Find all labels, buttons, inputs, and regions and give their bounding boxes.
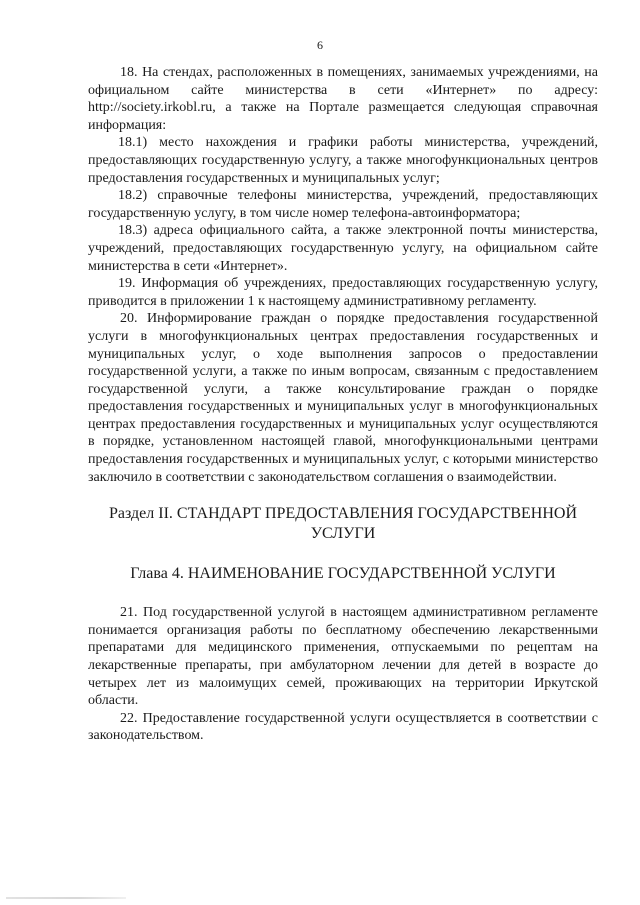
paragraph-18-2: 18.2) справочные телефоны министерства, учреждений, предоставляющих государственную услугу, в том числе номер телефона-автоинформатора; [88, 188, 598, 221]
scan-artifact-line [6, 897, 126, 899]
paragraph-18-3: 18.3) адреса официального сайта, а также электронной почты министерства, учреждений, предоставляющих государственную услугу, на официальном сайте министерства в сети «Интернет». [88, 223, 598, 274]
paragraph-20: 20. Информирование граждан о порядке предоставления государственной услуги в многофункциональных центрах предоставления государственных и муниципальных услуг, о ходе выполнения запросов о предоставлении государственной услуги, а также по иным вопросам, связанным с предоставлением государственной услуги, а также консультирование граждан о порядке предоставления государственных и муниципальных услуг в многофункциональных центрах предоставления государственных и муниципальных услуг осуществляются в порядке, установленном настоящей главой, многофункциональными центрами предоставления государственных и муниципальных услуг, с которыми министерство заключило в соответствии с законодательством соглашения о взаимодействии. [88, 311, 598, 485]
paragraph-19: 19. Информация об учреждениях, предоставляющих государственную услугу, приводится в приложении 1 к настоящему административному регламенту. [88, 276, 598, 309]
paragraph-22: 22. Предоставление государственной услуги осуществляется в соответствии с законодательством. [88, 710, 598, 744]
paragraph-21: 21. Под государственной услугой в настоящем административном регламенте понимается организация работы по бесплатному обеспечению лекарственными препаратами для медицинского применения, отпускаемыми по рецептам на лекарственные препараты, при амбулаторном лечении для детей в возрасте до четырех лет из малоимущих семей, проживающих на территории Иркутской области. [88, 605, 598, 709]
document-body [88, 64, 598, 745]
chapter-heading: Глава 4. НАИМЕНОВАНИЕ ГОСУДАРСТВЕННОЙ УСЛУГИ [130, 565, 556, 583]
paragraph-18-1: 18.1) место нахождения и графики работы министерства, учреждений, предоставляющих государственную услугу, а также многофункциональных центров предоставления государственных и муниципальных услуг; [88, 135, 598, 186]
section-heading: Раздел II. СТАНДАРТ ПРЕДОСТАВЛЕНИЯ ГОСУДАРСТВЕННОЙ УСЛУГИ [108, 505, 577, 543]
paragraph-18: 18. На стендах, расположенных в помещениях, занимаемых учреждениями, на официальном сайте министерства в сети «Интернет» по адресу: http://society.irkobl.ru, а также на Портале размещается следующая справочная информация: [88, 65, 598, 133]
page-number: 6 [317, 38, 323, 52]
